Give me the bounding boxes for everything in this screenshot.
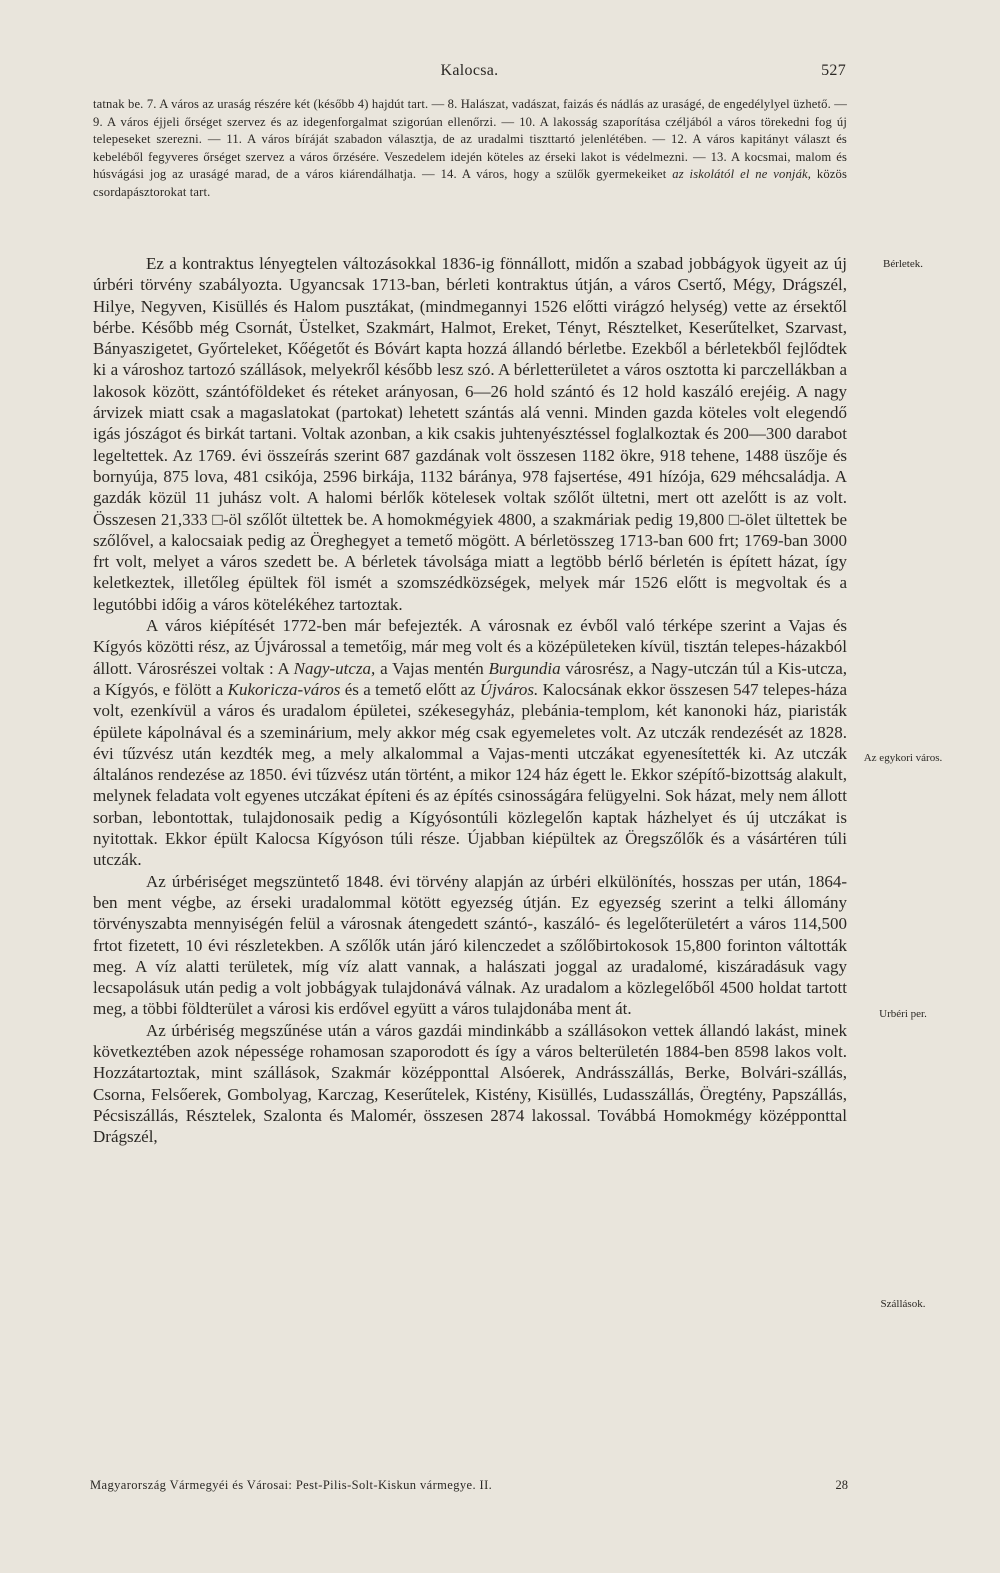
margin-note-szallasok: Szállások. (880, 1298, 926, 1310)
paragraph-text: városrész, a Nagy-utczán túl a Kis-utcza, a Kígyós, e fölött a (93, 658, 847, 699)
paragraph-berletek: Ez a kontraktus lényegtelen változásokkal 1836-ig fönnállott, midőn a szabad jobbágyok ügyeit az új úrbéri törvény szabályozta. Ugyancsak 1713-ban, bérleti kontraktus útján, a város Csertő, Mégy, Drágszél, Hilye, Negyven, Kisüllés és Halom pusztákat, (mindmegannyi 1526 előtti virágzó helység) vette az érsektől bérbe. Később még Csornát, Üstelket, Szakmárt, Halmot, Ereket, Tényt, Résztelket, Keserűtelket, Szarvast, Bányaszigetet, Győrteleket, Kőégetőt és Bóvárt kapta hozzá állandó bérletbe. Ezekből a bérletekből fejlődtek ki a városhoz tartozó szállások, melyekről később lesz szó. A bérletterületet a város osztotta ki parczellákban a lakosok között, szántóföldeket és réteket arányosan, 6—26 hold szántó és 12 hold kaszáló erejéig. A nagy árvizek miatt csak a magaslatokat (partokat) lehetett szántás alá venni. Minden gazda köteles volt elegendő igás jószágot és birkát tartani. Voltak azonban, a kik csakis juhtenyésztéssel foglalkoztak és 200—300 darabot legeltettek. Az 1769. évi összeírás szerint 687 gazdának volt összesen 1182 ökre, 918 tehene, 1488 üszője és bornyúja, 875 lova, 481 csikója, 2596 birkája, 1132 báránya, 978 fajsertése, 491 hízója, 629 méhcsaládja. A gazdák közül 11 juhász volt. A halomi bérlők kötelesek voltak szőlőt ültetni, mert ott azelőtt is az volt. Összesen 21,333 □-öl szőlőt ültettek be. A homokmégyiek 4800, a szakmáriak pedig 19,800 □-ölet ültettek be szőlővel, a kalocsaiak pedig az Öreghegyet a temető mögött. A bérletösszeg 1713-ban 600 frt; 1769-ban 3000 frt volt, melyet a város szedett be. A bérletek távolsága miatt a legtöbb bérlő bérletén is épített házat, így keletkeztek, illetőleg épültek föl ismét a szomszédközségek, melyek már 1526 előtt is megvoltak és a legutóbbi időig a város kötelékéhez tartoztak. (93, 254, 847, 614)
italic-street-name: Nagy-utcza, (293, 658, 376, 678)
italic-district-name: Burgundia (488, 658, 561, 678)
paragraph-szallasok: Az úrbériség megszűnése után a város gazdái mindinkább a szállásokon vettek állandó lakást, minek következtében azok népessége rohamosan szaporodott és így a város belterületén 1884-ben 8598 lakos volt. Hozzátartoztak, mint szállások, Szakmár középponttal Alsóerek, Andrásszállás, Berke, Bolvári-szállás, Csorna, Felsőerek, Gombolyag, Karczag, Keserűtelek, Kistény, Kisüllés, Ludasszállás, Öregtény, Papszállás, Pécsiszállás, Résztelek, Szalonta és Malomér, összesen 2874 lakossal. Továbbá Homokmégy középponttal Drágszél, (93, 1020, 847, 1147)
margin-note-urberi-per: Urbéri per. (879, 1008, 927, 1020)
small-print-italic: az iskolától el ne vonják, (672, 167, 812, 182)
paragraph-varos (93, 615, 847, 871)
page-header (93, 62, 846, 84)
small-print-text-end: közös csordapásztorokat tart. (93, 167, 848, 199)
paragraph-text: a Vajas mentén (375, 658, 489, 678)
running-title: Kalocsa. (440, 62, 499, 79)
footer-text: Magyarország Vármegyéi és Városai: Pest-Pilis-Solt-Kiskun vármegye. II. (90, 1478, 493, 1492)
paragraph-text: Kalocsának ekkor összesen 547 telepes-háza volt, ezenkívül a város és uradalom épületei, székesegyház, plebánia-templom, két kanonoki ház, piaristák épülete kápolnával és a szeminárium, mely akkor még csak egyemeletes volt. Az utczák rendezését az 1828. évi tűzvész után kezdték meg, a mely alkalommal a Vajas-menti utczákat egyenesítették ki. Az utczák általános rendezése az 1850. évi tűzvész után történt, a mikor 124 ház égett le. Ekkor szépítő-bizottság alakult, melynek feladata volt egyenes utczákat építeni és az építés csinosságára felügyelni. Sok házat, mely nem állott sorban, lebontottak, tulajdonosaik pedig a Kígyósontúli közlegelőn kaptak házhelyet és új utczákat is nyitottak. Ekkor épült Kalocsa Kígyóson túli része. Újabban kiépültek az Öregszőlők és a vásártéren túli utczák. (93, 679, 847, 870)
italic-district-name: Kukoricza-város (227, 679, 341, 699)
small-print-paragraph (93, 96, 847, 201)
margin-note-berletek: Bérletek. (882, 258, 923, 270)
paragraph-urberi-per: Az úrbériséget megszüntető 1848. évi törvény alapján az úrbéri elkülönítés, hosszas per után, 1864-ben ment végbe, az érseki uradalommal kötött egyezség útján. Ez egyezség szerint a telki állomány törvényszabta mennyiségén felül a városnak átengedett szántó-, kaszáló- és legelőterületért a város 114,500 frtot fizetett, 10 évi részletekben. A szőlők után járó kilenczedet a szőlőbirtokosok 15,800 forinton váltották meg. A víz alatti területek, míg víz alatt vannak, a halászati joggal az uradalomé, kiszáradásuk vagy lecsapolásuk után pedig a volt jobbágyak tulajdonává válnak. Az uradalom a közlegelőből 4500 holdat tartott meg, a többi földterület a városi kis erdővel együtt a város tulajdonába ment át. (93, 871, 847, 1019)
page-number: 527 (821, 62, 846, 79)
margin-note-egykori-varos: Az egykori város. (863, 752, 943, 764)
paragraph-text: A város kiépítését 1772-ben már befejezték. A városnak ez évből való térképe szerint a Vajas és Kígyós közötti rész, az Újvárossal a temetőig, már meg volt és a középületeken kívül, tisztán telepes-házakból állott. Városrészei voltak : A (93, 616, 847, 678)
paragraph-text: és a temető előtt az (340, 679, 480, 699)
signature-number: 28 (835, 1478, 848, 1492)
italic-district-name: Újváros. (479, 679, 539, 699)
main-text (93, 253, 847, 1147)
small-print-text: tatnak be. 7. A város az uraság részére két (később 4) hajdút tart. — 8. Halászat, vadászat, faizás és nádlás az uraságé, de engedélylyel üzhető. — 9. A város éjjeli őrséget szervez és az idegenforgalmat szigorúan ellenőrzi. — 10. A lakosság szaporítása czéljából a város törekedni fog új telepeseket szerezni. — 11. A város bíráját szabadon választja, de az uradalmi tiszttartó jelenlétében. — 12. A város kapitányt választ és kebeléből fegyveres őrséget szervez a város őrzésére. Veszedelem idején köteles az érseki lakot is védelmezni. — 13. A kocsmai, malom és húsvágási jog az uraságé marad, de a város kiárendálhatja. — 14. A város, hogy a szülők gyermekeiket (93, 97, 847, 182)
